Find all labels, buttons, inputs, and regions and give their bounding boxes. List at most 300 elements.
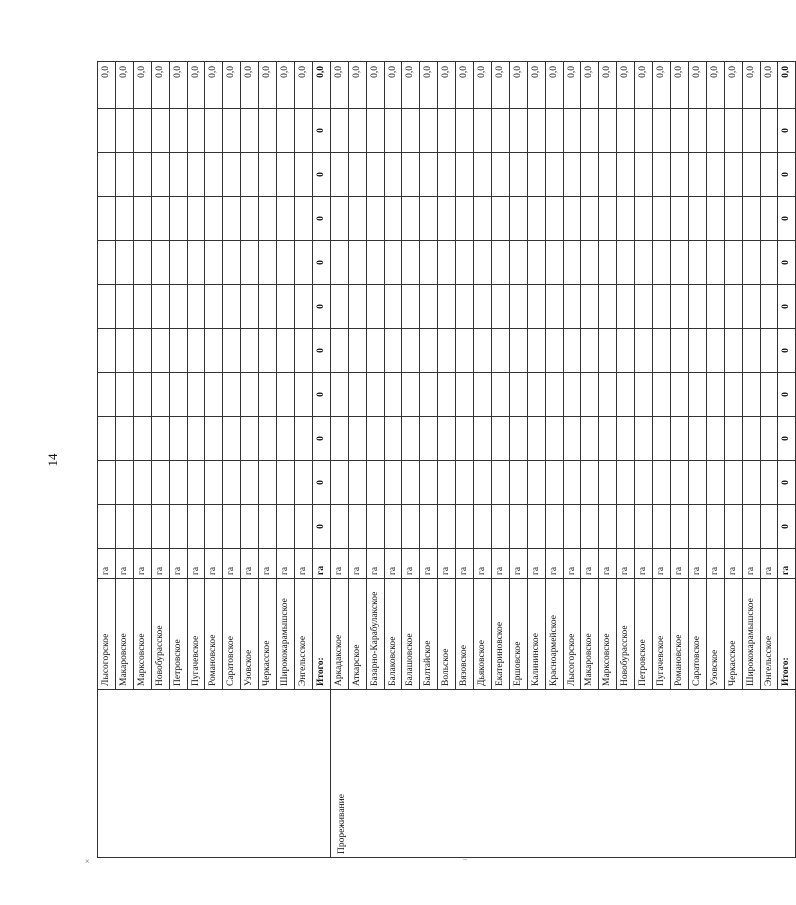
value-cell: 0 bbox=[778, 505, 796, 549]
table-body bbox=[98, 62, 796, 858]
value-cell bbox=[384, 153, 402, 197]
value-cell bbox=[438, 461, 456, 505]
total-value-cell: 0,0 bbox=[653, 62, 671, 109]
value-cell bbox=[384, 241, 402, 285]
district-name-cell: Вольское bbox=[438, 579, 456, 690]
total-value-cell: 0,0 bbox=[312, 62, 330, 109]
value-cell bbox=[402, 241, 420, 285]
district-name-cell: Итого: bbox=[778, 579, 796, 690]
value-cell bbox=[438, 197, 456, 241]
value-cell bbox=[187, 197, 205, 241]
value-cell bbox=[420, 329, 438, 373]
value-cell bbox=[760, 153, 778, 197]
value-cell bbox=[133, 241, 151, 285]
value-cell: 0 bbox=[312, 109, 330, 153]
value-cell: 0 bbox=[312, 505, 330, 549]
total-value-cell: 0,0 bbox=[348, 62, 366, 109]
value-cell bbox=[653, 197, 671, 241]
value-cell bbox=[581, 241, 599, 285]
value-cell bbox=[223, 241, 241, 285]
value-cell bbox=[491, 461, 509, 505]
value-cell bbox=[456, 285, 474, 329]
value-cell bbox=[348, 417, 366, 461]
value-cell bbox=[241, 285, 259, 329]
value-cell bbox=[420, 241, 438, 285]
value-cell bbox=[133, 461, 151, 505]
value-cell bbox=[491, 505, 509, 549]
unit-cell: га bbox=[671, 549, 689, 579]
unit-cell: га bbox=[688, 549, 706, 579]
total-value-cell: 0,0 bbox=[688, 62, 706, 109]
value-cell bbox=[330, 285, 348, 329]
value-cell bbox=[491, 373, 509, 417]
unit-cell: га bbox=[348, 549, 366, 579]
value-cell bbox=[420, 285, 438, 329]
unit-cell: га bbox=[366, 549, 384, 579]
value-cell bbox=[241, 505, 259, 549]
value-cell bbox=[509, 505, 527, 549]
value-cell bbox=[223, 109, 241, 153]
value-cell bbox=[98, 505, 116, 549]
value-cell bbox=[259, 109, 277, 153]
unit-cell: га bbox=[724, 549, 742, 579]
value-cell bbox=[635, 373, 653, 417]
value-cell bbox=[259, 461, 277, 505]
value-cell bbox=[151, 153, 169, 197]
value-cell bbox=[688, 417, 706, 461]
value-cell bbox=[474, 417, 492, 461]
value-cell: 0 bbox=[312, 285, 330, 329]
value-cell bbox=[563, 241, 581, 285]
value-cell bbox=[348, 197, 366, 241]
value-cell bbox=[241, 109, 259, 153]
value-cell bbox=[115, 241, 133, 285]
value-cell bbox=[277, 505, 295, 549]
rotated-table-wrapper bbox=[97, 62, 792, 858]
total-value-cell: 0,0 bbox=[133, 62, 151, 109]
value-cell bbox=[151, 461, 169, 505]
district-name-cell: Калининское bbox=[527, 579, 545, 690]
value-cell bbox=[277, 417, 295, 461]
value-cell bbox=[635, 417, 653, 461]
value-cell bbox=[617, 285, 635, 329]
value-cell bbox=[420, 417, 438, 461]
unit-cell: га bbox=[402, 549, 420, 579]
value-cell bbox=[509, 241, 527, 285]
total-value-cell: 0,0 bbox=[581, 62, 599, 109]
district-name-cell: Пугачевское bbox=[653, 579, 671, 690]
value-cell bbox=[617, 373, 635, 417]
value-cell bbox=[635, 109, 653, 153]
total-value-cell: 0,0 bbox=[241, 62, 259, 109]
value-cell bbox=[187, 373, 205, 417]
value-cell: 0 bbox=[778, 153, 796, 197]
value-cell bbox=[151, 417, 169, 461]
unit-cell: га bbox=[259, 549, 277, 579]
value-cell bbox=[169, 461, 187, 505]
value-cell bbox=[169, 417, 187, 461]
value-cell: 0 bbox=[778, 373, 796, 417]
unit-cell: га bbox=[384, 549, 402, 579]
district-name-cell: Петровское bbox=[635, 579, 653, 690]
value-cell: 0 bbox=[778, 109, 796, 153]
value-cell bbox=[706, 461, 724, 505]
value-cell bbox=[259, 285, 277, 329]
total-value-cell: 0,0 bbox=[169, 62, 187, 109]
total-value-cell: 0,0 bbox=[742, 62, 760, 109]
value-cell bbox=[724, 285, 742, 329]
value-cell bbox=[115, 285, 133, 329]
value-cell bbox=[742, 153, 760, 197]
table-row bbox=[98, 62, 116, 858]
total-value-cell: 0,0 bbox=[527, 62, 545, 109]
value-cell bbox=[277, 373, 295, 417]
value-cell bbox=[259, 197, 277, 241]
value-cell bbox=[456, 197, 474, 241]
value-cell bbox=[617, 505, 635, 549]
value-cell bbox=[545, 285, 563, 329]
unit-cell: га bbox=[617, 549, 635, 579]
value-cell bbox=[277, 153, 295, 197]
value-cell: 0 bbox=[778, 329, 796, 373]
value-cell bbox=[671, 197, 689, 241]
value-cell bbox=[277, 197, 295, 241]
value-cell bbox=[259, 241, 277, 285]
value-cell bbox=[545, 109, 563, 153]
value-cell bbox=[402, 461, 420, 505]
district-name-cell: Романовское bbox=[205, 579, 223, 690]
value-cell bbox=[348, 109, 366, 153]
district-name-cell: Саратовское bbox=[223, 579, 241, 690]
value-cell bbox=[491, 109, 509, 153]
value-cell bbox=[187, 505, 205, 549]
value-cell bbox=[294, 373, 312, 417]
district-name-cell: Узовское bbox=[241, 579, 259, 690]
value-cell bbox=[98, 329, 116, 373]
value-cell bbox=[545, 373, 563, 417]
value-cell bbox=[133, 417, 151, 461]
value-cell bbox=[760, 285, 778, 329]
value-cell bbox=[527, 153, 545, 197]
value-cell bbox=[724, 417, 742, 461]
unit-cell: га bbox=[509, 549, 527, 579]
total-value-cell: 0,0 bbox=[205, 62, 223, 109]
value-cell bbox=[563, 505, 581, 549]
value-cell bbox=[706, 329, 724, 373]
value-cell: 0 bbox=[778, 285, 796, 329]
value-cell bbox=[474, 505, 492, 549]
district-name-cell: Ширококарамышское bbox=[277, 579, 295, 690]
value-cell bbox=[474, 153, 492, 197]
district-name-cell: Аткарское bbox=[348, 579, 366, 690]
value-cell bbox=[671, 109, 689, 153]
value-cell bbox=[688, 197, 706, 241]
page-number: 14 bbox=[45, 453, 60, 467]
value-cell bbox=[581, 505, 599, 549]
value-cell: 0 bbox=[778, 241, 796, 285]
table-row bbox=[330, 62, 348, 858]
value-cell bbox=[294, 109, 312, 153]
total-value-cell: 0,0 bbox=[115, 62, 133, 109]
value-cell bbox=[724, 241, 742, 285]
unit-cell: га bbox=[456, 549, 474, 579]
total-value-cell: 0,0 bbox=[545, 62, 563, 109]
value-cell bbox=[294, 505, 312, 549]
value-cell bbox=[330, 197, 348, 241]
value-cell bbox=[366, 417, 384, 461]
unit-cell: га bbox=[491, 549, 509, 579]
value-cell bbox=[491, 153, 509, 197]
value-cell bbox=[420, 461, 438, 505]
value-cell bbox=[259, 417, 277, 461]
value-cell bbox=[706, 373, 724, 417]
value-cell bbox=[241, 373, 259, 417]
scan-mark: × bbox=[85, 857, 90, 866]
district-name-cell: Итого: bbox=[312, 579, 330, 690]
value-cell bbox=[402, 285, 420, 329]
value-cell bbox=[294, 241, 312, 285]
value-cell bbox=[599, 241, 617, 285]
district-name-cell: Макаровское bbox=[115, 579, 133, 690]
value-cell bbox=[402, 417, 420, 461]
value-cell bbox=[115, 461, 133, 505]
value-cell: 0 bbox=[312, 461, 330, 505]
value-cell bbox=[563, 109, 581, 153]
value-cell bbox=[563, 197, 581, 241]
value-cell bbox=[98, 241, 116, 285]
value-cell bbox=[474, 241, 492, 285]
value-cell bbox=[563, 461, 581, 505]
value-cell bbox=[617, 329, 635, 373]
value-cell bbox=[563, 417, 581, 461]
unit-cell: га bbox=[599, 549, 617, 579]
value-cell bbox=[599, 109, 617, 153]
value-cell bbox=[205, 373, 223, 417]
value-cell bbox=[545, 153, 563, 197]
value-cell bbox=[527, 505, 545, 549]
unit-cell: га bbox=[760, 549, 778, 579]
value-cell bbox=[330, 329, 348, 373]
district-name-cell: Аркадакское bbox=[330, 579, 348, 690]
value-cell bbox=[599, 373, 617, 417]
value-cell bbox=[456, 329, 474, 373]
value-cell bbox=[688, 329, 706, 373]
value-cell bbox=[115, 505, 133, 549]
value-cell bbox=[241, 153, 259, 197]
value-cell bbox=[491, 329, 509, 373]
value-cell bbox=[366, 505, 384, 549]
value-cell bbox=[491, 197, 509, 241]
value-cell bbox=[98, 285, 116, 329]
value-cell bbox=[760, 241, 778, 285]
value-cell bbox=[259, 505, 277, 549]
total-value-cell: 0,0 bbox=[187, 62, 205, 109]
value-cell bbox=[187, 285, 205, 329]
value-cell bbox=[617, 417, 635, 461]
total-value-cell: 0,0 bbox=[474, 62, 492, 109]
district-name-cell: Ширококарамышское bbox=[742, 579, 760, 690]
value-cell bbox=[366, 373, 384, 417]
value-cell bbox=[133, 109, 151, 153]
district-name-cell: Балашовское bbox=[402, 579, 420, 690]
value-cell bbox=[688, 153, 706, 197]
value-cell bbox=[169, 505, 187, 549]
value-cell bbox=[151, 505, 169, 549]
value-cell bbox=[706, 153, 724, 197]
value-cell bbox=[98, 197, 116, 241]
value-cell bbox=[617, 109, 635, 153]
total-value-cell: 0,0 bbox=[635, 62, 653, 109]
value-cell bbox=[599, 461, 617, 505]
unit-cell: га bbox=[420, 549, 438, 579]
value-cell bbox=[653, 153, 671, 197]
value-cell bbox=[706, 197, 724, 241]
unit-cell: га bbox=[312, 549, 330, 579]
value-cell bbox=[760, 329, 778, 373]
value-cell bbox=[402, 197, 420, 241]
value-cell bbox=[205, 285, 223, 329]
value-cell bbox=[527, 197, 545, 241]
forestry-table bbox=[97, 61, 796, 858]
unit-cell: га bbox=[330, 549, 348, 579]
unit-cell: га bbox=[545, 549, 563, 579]
value-cell bbox=[330, 373, 348, 417]
district-name-cell: Саратовское bbox=[688, 579, 706, 690]
value-cell bbox=[617, 461, 635, 505]
value-cell: 0 bbox=[312, 241, 330, 285]
value-cell bbox=[760, 417, 778, 461]
value-cell bbox=[133, 285, 151, 329]
value-cell bbox=[599, 285, 617, 329]
value-cell bbox=[277, 329, 295, 373]
value-cell bbox=[420, 109, 438, 153]
value-cell bbox=[187, 461, 205, 505]
value-cell bbox=[688, 241, 706, 285]
value-cell bbox=[545, 417, 563, 461]
value-cell bbox=[241, 329, 259, 373]
unit-cell: га bbox=[223, 549, 241, 579]
value-cell bbox=[599, 417, 617, 461]
value-cell bbox=[366, 241, 384, 285]
value-cell bbox=[98, 373, 116, 417]
value-cell bbox=[348, 241, 366, 285]
value-cell bbox=[653, 329, 671, 373]
value-cell bbox=[115, 153, 133, 197]
value-cell bbox=[205, 417, 223, 461]
value-cell bbox=[384, 461, 402, 505]
value-cell bbox=[671, 461, 689, 505]
total-value-cell: 0,0 bbox=[294, 62, 312, 109]
value-cell: 0 bbox=[312, 197, 330, 241]
total-value-cell: 0,0 bbox=[456, 62, 474, 109]
value-cell bbox=[742, 505, 760, 549]
value-cell bbox=[563, 285, 581, 329]
value-cell bbox=[438, 153, 456, 197]
total-value-cell: 0,0 bbox=[151, 62, 169, 109]
value-cell bbox=[402, 109, 420, 153]
value-cell bbox=[187, 329, 205, 373]
total-value-cell: 0,0 bbox=[778, 62, 796, 109]
value-cell bbox=[294, 153, 312, 197]
value-cell bbox=[151, 285, 169, 329]
value-cell bbox=[330, 505, 348, 549]
value-cell bbox=[527, 417, 545, 461]
value-cell bbox=[384, 329, 402, 373]
value-cell bbox=[330, 461, 348, 505]
value-cell bbox=[581, 461, 599, 505]
value-cell bbox=[599, 153, 617, 197]
value-cell bbox=[151, 373, 169, 417]
value-cell bbox=[133, 197, 151, 241]
value-cell bbox=[348, 461, 366, 505]
value-cell bbox=[581, 109, 599, 153]
total-value-cell: 0,0 bbox=[438, 62, 456, 109]
value-cell bbox=[294, 461, 312, 505]
value-cell bbox=[760, 373, 778, 417]
value-cell bbox=[706, 417, 724, 461]
value-cell bbox=[348, 285, 366, 329]
value-cell bbox=[330, 109, 348, 153]
value-cell bbox=[241, 417, 259, 461]
value-cell bbox=[653, 417, 671, 461]
value-cell bbox=[205, 153, 223, 197]
value-cell bbox=[635, 461, 653, 505]
value-cell bbox=[527, 285, 545, 329]
value-cell bbox=[545, 505, 563, 549]
value-cell bbox=[205, 461, 223, 505]
value-cell bbox=[402, 505, 420, 549]
value-cell bbox=[366, 285, 384, 329]
value-cell bbox=[671, 329, 689, 373]
value-cell bbox=[653, 461, 671, 505]
value-cell bbox=[151, 241, 169, 285]
total-value-cell: 0,0 bbox=[706, 62, 724, 109]
value-cell bbox=[169, 153, 187, 197]
value-cell bbox=[223, 329, 241, 373]
value-cell bbox=[420, 197, 438, 241]
district-name-cell: Ершовское bbox=[509, 579, 527, 690]
value-cell bbox=[205, 109, 223, 153]
value-cell bbox=[688, 373, 706, 417]
value-cell bbox=[617, 197, 635, 241]
district-name-cell: Черкасское bbox=[259, 579, 277, 690]
value-cell bbox=[115, 329, 133, 373]
value-cell bbox=[688, 505, 706, 549]
value-cell bbox=[277, 285, 295, 329]
district-name-cell: Балтайское bbox=[420, 579, 438, 690]
value-cell bbox=[366, 197, 384, 241]
value-cell bbox=[760, 505, 778, 549]
value-cell bbox=[294, 329, 312, 373]
district-name-cell: Марксовское bbox=[133, 579, 151, 690]
value-cell bbox=[420, 373, 438, 417]
value-cell bbox=[223, 461, 241, 505]
value-cell bbox=[384, 505, 402, 549]
value-cell bbox=[402, 153, 420, 197]
value-cell bbox=[635, 285, 653, 329]
total-value-cell: 0,0 bbox=[599, 62, 617, 109]
value-cell bbox=[384, 373, 402, 417]
value-cell bbox=[635, 197, 653, 241]
value-cell bbox=[330, 417, 348, 461]
value-cell bbox=[438, 109, 456, 153]
value-cell bbox=[635, 329, 653, 373]
district-name-cell: Марксовское bbox=[599, 579, 617, 690]
value-cell bbox=[671, 505, 689, 549]
section-cell-previous bbox=[98, 690, 331, 858]
unit-cell: га bbox=[115, 549, 133, 579]
value-cell bbox=[527, 373, 545, 417]
